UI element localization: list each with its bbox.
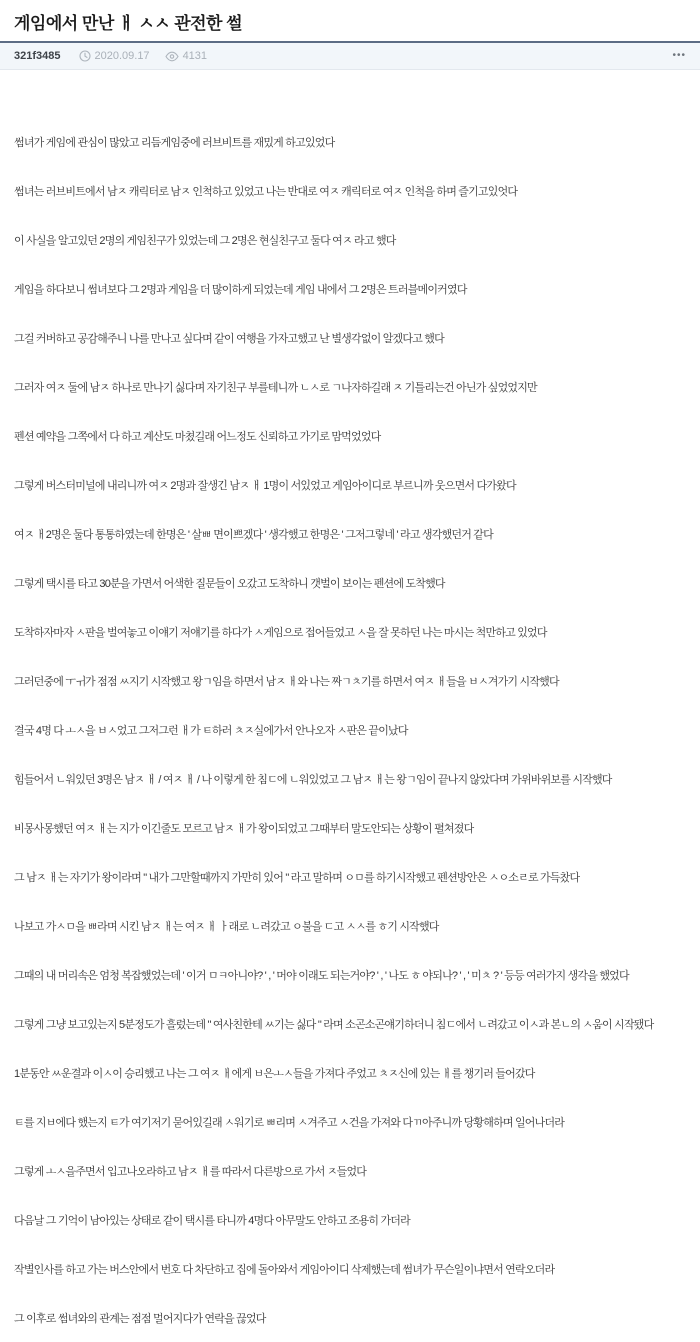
post-title: 게임에서 만난 ㅐ ㅅㅅ 관전한 썰 <box>14 14 243 33</box>
post-paragraph: 그렇게 버스터미널에 내리니까 여ㅈ 2명과 잘생긴 남ㅈ ㅐ 1명이 서있었고 게임아이디로 부르니까 웃으면서 다가왔다 <box>14 480 516 492</box>
post-paragraph: 나보고 가ㅅㅁ을 ㅃ라며 시킨 남ㅈ ㅐ는 여ㅈ ㅐ ㅏ래로 ㄴ려갔고 ㅇ불을 ㄷ고 ㅅㅅ를 ㅎ기 시작했다 <box>14 921 439 933</box>
post-paragraph: 도착하자마자 ㅅ판을 벌여놓고 이얘기 저얘기를 하다가 ㅅ게임으로 접어들었고 ㅅ을 잘 못하던 나는 마시는 척만하고 있었다 <box>14 627 547 639</box>
post-paragraph: 이 사실을 알고있던 2명의 게임친구가 있었는데 그 2명은 현실친구고 둘다 여ㅈ 라고 했다 <box>14 235 396 247</box>
post-paragraph: 그 남ㅈ ㅐ는 자기가 왕이라며 " 내가 그만할때까지 가만히 있어 " 라고 말하며 ㅇㅁ를 하기시작했고 펜션방안은 ㅅㅇ소ㄹ로 가득찼다 <box>14 872 580 884</box>
post-date-group <box>79 50 150 62</box>
post-author[interactable]: 321f3485 <box>14 50 61 62</box>
post-paragraph: 그렇게 택시를 타고 30분을 가면서 어색한 질문들이 오갔고 도착하니 갯벌이 보이는 펜션에 도착했다 <box>14 578 445 590</box>
post-paragraph: 펜션 예약을 그쪽에서 다 하고 계산도 마쳤길래 어느정도 신뢰하고 가기로 맘먹었었다 <box>14 431 381 443</box>
post-paragraph: 그렇게 그냥 보고있는지 5분정도가 흘렀는데 " 여사친한테 ㅆ기는 싫다 " 라며 소곤소곤얘기하더니 침ㄷ에서 ㄴ려갔고 이ㅅ과 본ㄴ의 ㅅ움이 시작됐다 <box>14 1019 654 1031</box>
post-paragraph: ㅌ를 지ㅂ에다 했는지 ㅌ가 여기저기 묻어있길래 ㅅ워기로 ㅃ리며 ㅅ겨주고 ㅅ건을 가져와 다ㄲ아주니까 당황해하며 일어나더라 <box>14 1117 565 1129</box>
post-paragraph: 그걸 커버하고 공감해주니 나를 만나고 싶다며 같이 여행을 가자고했고 난 별생각없이 알겠다고 했다 <box>14 333 444 345</box>
post-paragraph: 비몽사몽했던 여ㅈ ㅐ는 지가 이긴줄도 모르고 남ㅈ ㅐ가 왕이되었고 그때부터 말도안되는 상황이 펼쳐졌다 <box>14 823 474 835</box>
more-options-button[interactable]: ••• <box>672 50 686 61</box>
post-paragraph: 여ㅈ ㅐ2명은 둘다 통통하였는데 한명은 ' 살ㅃ 면이쁘겠다 ' 생각했고 한명은 ' 그저그렇네 ' 라고 생각했던거 같다 <box>14 529 493 541</box>
post-date: 2020.09.17 <box>94 50 150 62</box>
post-paragraph: 작별인사를 하고 가는 버스안에서 번호 다 차단하고 집에 돌아와서 게임아이디 삭제했는데 썸녀가 무슨일이냐면서 연락오더라 <box>14 1264 555 1276</box>
eye-icon <box>165 51 179 62</box>
post-paragraph: 그러자 여ㅈ 둘에 남ㅈ 하나로 만나기 싫다며 자기친구 부를테니까 ㄴㅅ로 ㄱ나자하길래 ㅈ 기틀리는건 아닌가 싶었었지만 <box>14 382 537 394</box>
post-paragraph: 그러던중에 ㅜㅟ가 점점 ㅆ지기 시작했고 왕ㄱ임을 하면서 남ㅈ ㅐ와 나는 짜ㄱㅊ기를 하면서 여ㅈ ㅐ들을 ㅂㅅ겨가기 시작했다 <box>14 676 559 688</box>
post-paragraph: 그 이후로 썸녀와의 관계는 점점 멀어지다가 연락을 끊었다 <box>14 1313 266 1325</box>
post-paragraph: 게임을 하다보니 썸녀보다 그 2명과 게임을 더 많이하게 되었는데 게임 내에서 그 2명은 트러블메이커였다 <box>14 284 467 296</box>
post-paragraph: 힘들어서 ㄴ워있던 3명은 남ㅈ ㅐ / 여ㅈ ㅐ / 나 이렇게 한 침ㄷ에 ㄴ워있었고 그 남ㅈ ㅐ는 왕ㄱ임이 끝나지 않았다며 가위바위보를 시작했다 <box>14 774 612 786</box>
post-info-bar <box>0 41 700 70</box>
post-paragraph: 1분동안 ㅆ운결과 이ㅅ이 승리했고 나는 그 여ㅈ ㅐ에게 ㅂ은ㅗㅅ들을 가져다 주었고 ㅊㅈ신에 있는 ㅐ를 챙기러 들어갔다 <box>14 1068 535 1080</box>
post-body <box>0 70 700 1330</box>
clock-icon <box>79 50 91 62</box>
post-views-group <box>165 50 207 62</box>
post-view-count: 4131 <box>182 50 208 62</box>
post-paragraph: 결국 4명 다 ㅗㅅ을 ㅂㅅ었고 그저그런 ㅐ가 ㅌ하러 ㅊㅈ실에가서 안나오자 ㅅ판은 끝이났다 <box>14 725 408 737</box>
post-paragraph: 그때의 내 머리속은 엄청 복잡했었는데 ' 이거 ㅁㅋ아니야? ' , ' 머야 이래도 되는거야? ' , ' 나도 ㅎ 야되나? ' , ' 미ㅊ ? ' 등등 여러가지 생각을 했었다 <box>14 970 629 982</box>
post-paragraph: 그렇게 ㅗㅅ을주면서 입고나오라하고 남ㅈ ㅐ를 따라서 다른방으로 가서 ㅈ들었다 <box>14 1166 367 1178</box>
post-paragraph: 썸녀가 게임에 관심이 많았고 리듬게임중에 러브비트를 재밌게 하고있었다 <box>14 137 335 149</box>
post-paragraph: 다음날 그 기억이 남아있는 상태로 같이 택시를 타니까 4명다 아무말도 안하고 조용히 가더라 <box>14 1215 410 1227</box>
post-paragraph: 썸녀는 러브비트에서 남ㅈ 캐릭터로 남ㅈ 인척하고 있었고 나는 반대로 여ㅈ 캐릭터로 여ㅈ 인척을 하며 즐기고있엇다 <box>14 186 518 198</box>
